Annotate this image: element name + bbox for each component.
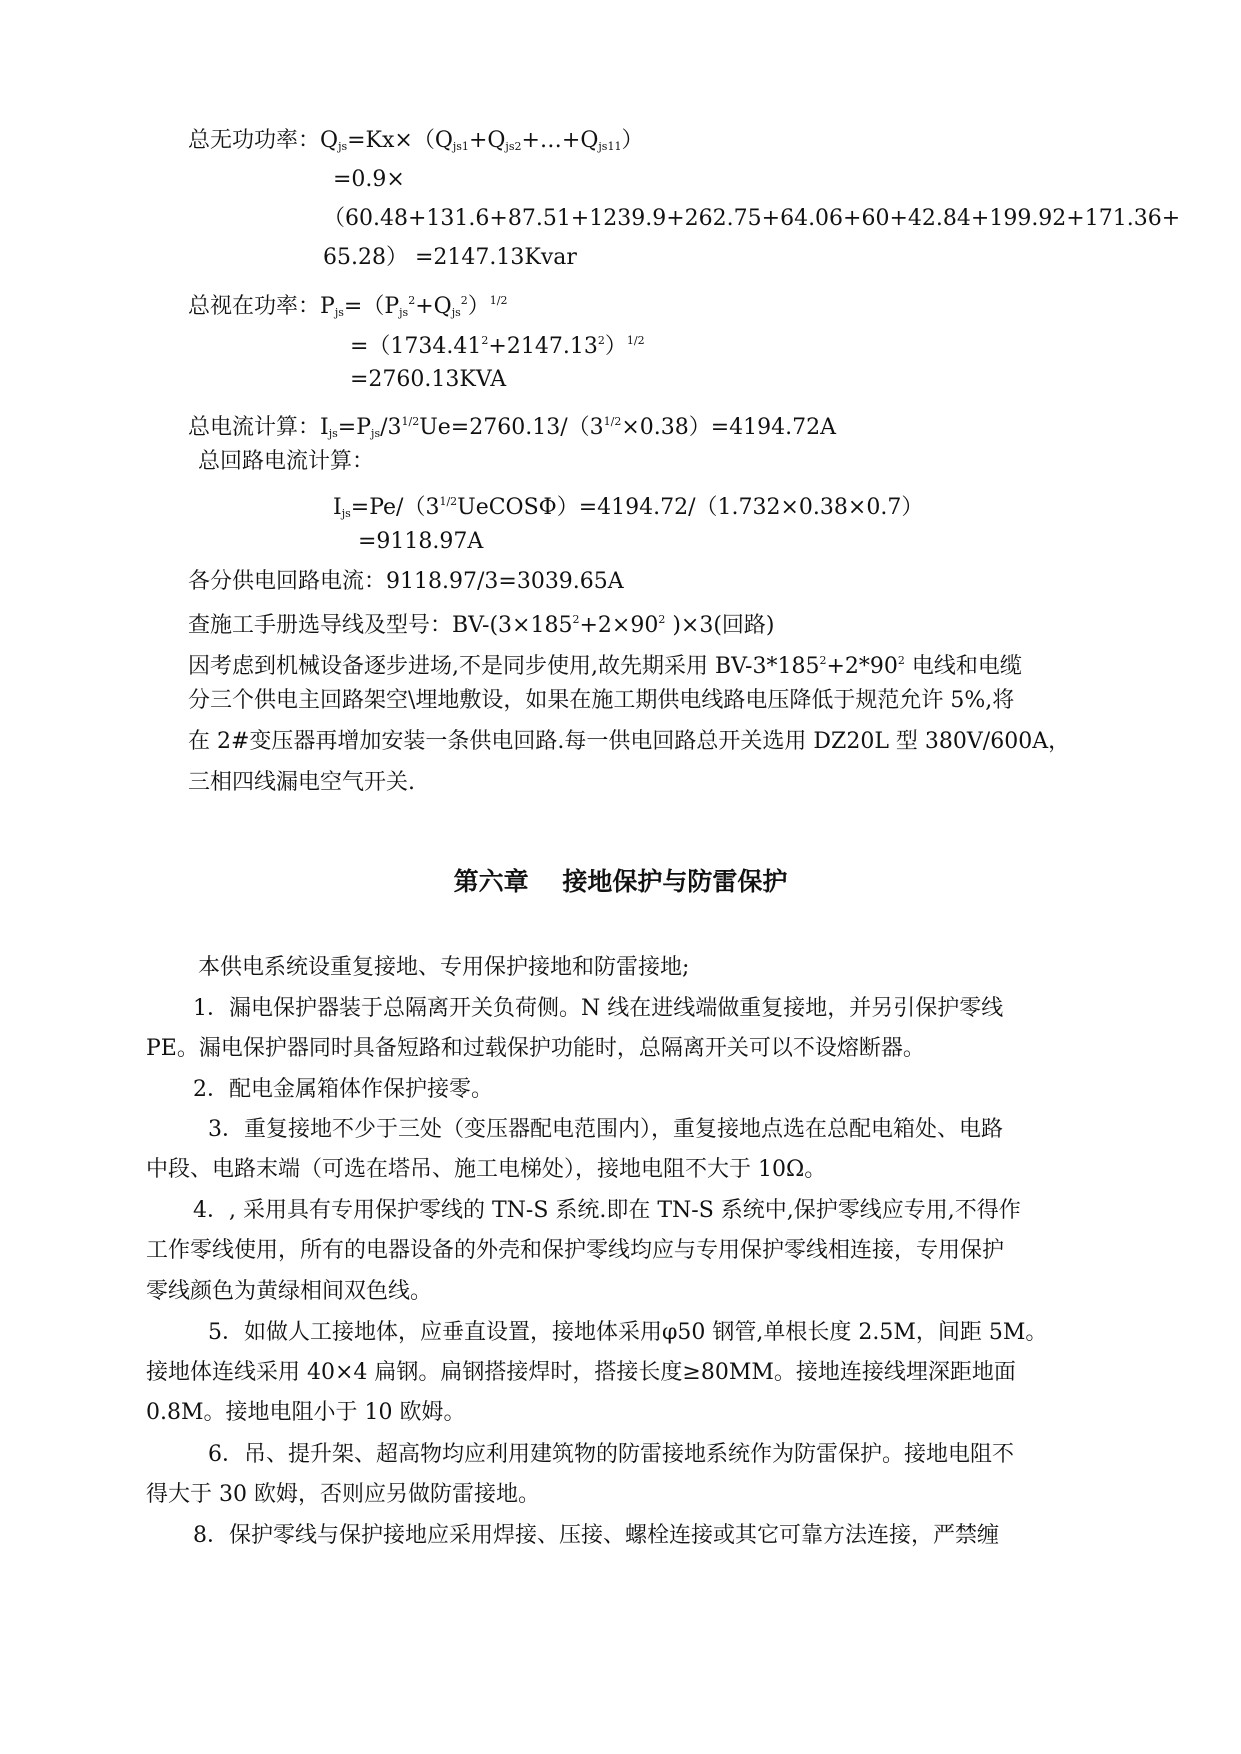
body-line: 3．重复接地不少于三处（变压器配电范围内），重复接地点选在总配电箱处、电路 [208,1117,1003,1142]
explanation-line-4: 三相四线漏电空气开关. [188,770,415,795]
reactive-power-line-2: =0.9× [333,167,405,192]
body-line: 得大于 30 欧姆，否则应另做防雷接地。 [146,1482,540,1507]
body-line: 零线颜色为黄绿相间双色线。 [146,1279,433,1304]
body-line: 2．配电金属箱体作保护接零。 [193,1077,493,1102]
explanation-line-3: 在 2#变压器再增加安装一条供电回路.每一供电回路总开关选用 DZ20L 型 380V/600A， [188,729,1071,754]
body-line: 4．, 采用具有专用保护零线的 TN-S 系统.即在 TN-S 系统中,保护零线应专用,不得作 [193,1198,1021,1223]
loop-current-formula: $I_{js}=Pe/(3^{1/2}UeCOS\Phi)=4194.72/(1.732\times 0.38\times 0.7)$ [333,495,924,520]
body-line: 工作零线使用，所有的电器设备的外壳和保护零线均应与专用保护零线相连接，专用保护 [146,1238,1005,1263]
body-line: PE。漏电保护器同时具备短路和过载保护功能时，总隔离开关可以不设熔断器。 [146,1036,925,1061]
explanation-line-2: 分三个供电主回路架空\埋地敷设，如果在施工期供电线路电压降低于规范允许 5%,将 [188,688,1015,713]
reactive-power-line: 总无功功率：$Q_{js}=Kx\times(Q_{js1}+Q_{js2}+\dots+Q_{js11})$ [188,128,644,153]
apparent-power-line-3: =2760.13KVA [350,367,507,392]
chapter-title: 第六章 接地保护与防雷保护 [453,867,788,896]
apparent-power-line: 总视在功率：$P_{js}=(P_{js}^2+Q_{js}^2)^{1/2}$ [188,294,508,319]
reactive-power-line-3: （60.48+131.6+87.51+1239.9+262.75+64.06+60+42.84+199.92+171.36+ [323,206,1181,231]
body-line: 中段、电路末端（可选在塔吊、施工电梯处），接地电阻不大于 10Ω。 [146,1157,827,1182]
apparent-power-line-2: $=(1734.41^2+2147.13^2)^{1/2}$ [350,334,645,359]
wire-selection-line: 查施工手册选导线及型号：$BV-(3\times 185^2+2\times 90^2$ )×3(回路) [188,613,775,638]
body-line: 本供电系统设重复接地、专用保护接地和防雷接地; [198,955,690,980]
total-current-line: 总电流计算：$I_{js}=P_{js}/3^{1/2}Ue=2760.13/(3^{1/2}\times 0.38)=4194.72A$ [188,415,837,440]
body-line: 6．吊、提升架、超高物均应利用建筑物的防雷接地系统作为防雷保护。接地电阻不 [208,1442,1014,1467]
body-line: 8．保护零线与保护接地应采用焊接、压接、螺栓连接或其它可靠方法连接，严禁缠 [193,1523,999,1548]
body-line: 1．漏电保护器装于总隔离开关负荷侧。N 线在进线端做重复接地，并另引保护零线 [193,996,1004,1021]
body-line: 5．如做人工接地体，应垂直设置，接地体采用φ50 钢管,单根长度 2.5M，间距 5M。 [208,1320,1048,1345]
loop-current-label: 总回路电流计算： [198,449,375,474]
body-line: 0.8M。接地电阻小于 10 欧姆。 [146,1400,466,1425]
explanation-line-1: 因考虑到机械设备逐步进场,不是同步使用,故先期采用 $BV-3*185^2+2*90^2$ 电线和电缆 [188,654,1022,679]
loop-current-result: =9118.97A [358,529,484,554]
branch-current-line: 各分供电回路电流：9118.97/3=3039.65A [188,569,624,594]
reactive-power-line-4: 65.28） =2147.13Kvar [323,245,577,270]
body-line: 接地体连线采用 40×4 扁钢。扁钢搭接焊时，搭接长度≥80MM。接地连接线埋深距地面 [146,1360,1016,1385]
